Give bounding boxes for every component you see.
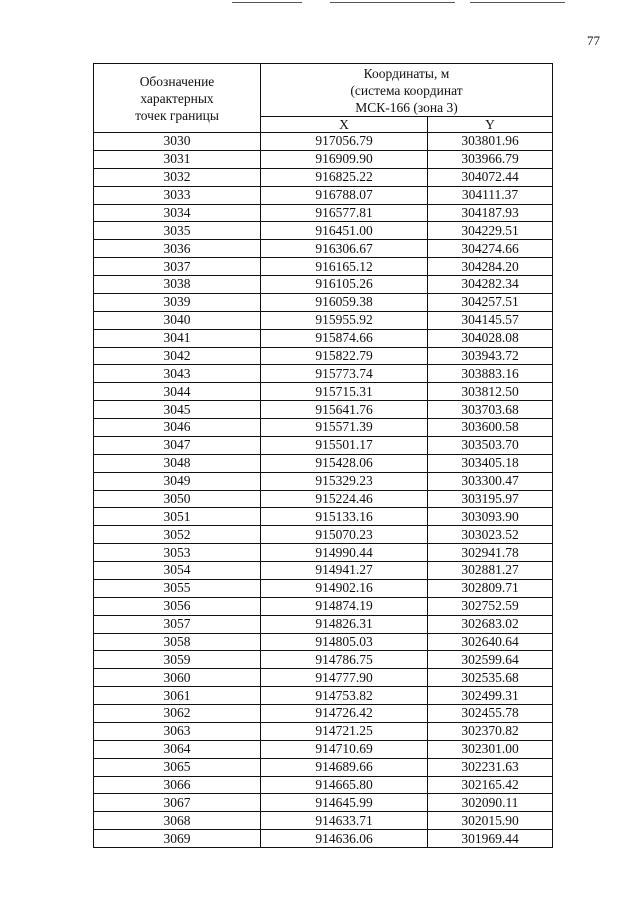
table-row — [94, 579, 553, 597]
point-id-cell: 3064 — [94, 740, 261, 758]
point-id-cell: 3049 — [94, 472, 261, 490]
y-coordinate-cell: 302881.27 — [428, 562, 553, 580]
y-coordinate-cell: 304229.51 — [428, 222, 553, 240]
y-coordinate-cell: 302015.90 — [428, 812, 553, 830]
header-x: X — [261, 117, 428, 133]
table-row — [94, 490, 553, 508]
table-row — [94, 615, 553, 633]
table-row — [94, 669, 553, 687]
x-coordinate-cell: 915822.79 — [261, 347, 428, 365]
x-coordinate-cell: 916451.00 — [261, 222, 428, 240]
x-coordinate-cell: 914786.75 — [261, 651, 428, 669]
table-row — [94, 776, 553, 794]
x-coordinate-cell: 914726.42 — [261, 705, 428, 723]
table-row — [94, 651, 553, 669]
page-number: 77 — [587, 33, 600, 48]
header-designation-line: Обозначение — [139, 73, 215, 89]
y-coordinate-cell: 304072.44 — [428, 168, 553, 186]
table-row — [94, 383, 553, 401]
point-id-cell: 3032 — [94, 168, 261, 186]
y-coordinate-cell: 303093.90 — [428, 508, 553, 526]
y-coordinate-cell: 304111.37 — [428, 186, 553, 204]
table-row — [94, 419, 553, 437]
point-id-cell: 3031 — [94, 150, 261, 168]
table-row — [94, 633, 553, 651]
point-id-cell: 3063 — [94, 722, 261, 740]
table-row — [94, 311, 553, 329]
x-coordinate-cell: 914941.27 — [261, 562, 428, 580]
x-coordinate-cell: 914753.82 — [261, 687, 428, 705]
y-coordinate-cell: 302455.78 — [428, 705, 553, 723]
y-coordinate-cell: 303405.18 — [428, 454, 553, 472]
point-id-cell: 3037 — [94, 258, 261, 276]
x-coordinate-cell: 915224.46 — [261, 490, 428, 508]
x-coordinate-cell: 916105.26 — [261, 276, 428, 294]
table-row — [94, 597, 553, 615]
x-coordinate-cell: 916909.90 — [261, 150, 428, 168]
point-id-cell: 3042 — [94, 347, 261, 365]
x-coordinate-cell: 914805.03 — [261, 633, 428, 651]
point-id-cell: 3056 — [94, 597, 261, 615]
point-id-cell: 3039 — [94, 293, 261, 311]
y-coordinate-cell: 303195.97 — [428, 490, 553, 508]
x-coordinate-cell: 915874.66 — [261, 329, 428, 347]
header-designation — [94, 64, 261, 133]
y-coordinate-cell: 301969.44 — [428, 830, 553, 848]
table-row — [94, 508, 553, 526]
table-row — [94, 436, 553, 454]
point-id-cell: 3068 — [94, 812, 261, 830]
point-id-cell: 3040 — [94, 311, 261, 329]
x-coordinate-cell: 914710.69 — [261, 740, 428, 758]
header-designation-line: точек границы — [135, 107, 219, 123]
table-row — [94, 687, 553, 705]
x-coordinate-cell: 915773.74 — [261, 365, 428, 383]
y-coordinate-cell: 304274.66 — [428, 240, 553, 258]
table-row — [94, 293, 553, 311]
table-row — [94, 812, 553, 830]
y-coordinate-cell: 302683.02 — [428, 615, 553, 633]
table-row — [94, 544, 553, 562]
y-coordinate-cell: 303300.47 — [428, 472, 553, 490]
header-y: Y — [428, 117, 553, 133]
table-row — [94, 240, 553, 258]
table-row — [94, 329, 553, 347]
point-id-cell: 3054 — [94, 562, 261, 580]
header-coordinates-line: МСК-166 (зона 3) — [355, 99, 458, 115]
x-coordinate-cell: 917056.79 — [261, 133, 428, 151]
y-coordinate-cell: 302809.71 — [428, 579, 553, 597]
point-id-cell: 3044 — [94, 383, 261, 401]
y-coordinate-cell: 303023.52 — [428, 526, 553, 544]
table-row — [94, 365, 553, 383]
y-coordinate-cell: 303503.70 — [428, 436, 553, 454]
x-coordinate-cell: 915428.06 — [261, 454, 428, 472]
x-coordinate-cell: 916788.07 — [261, 186, 428, 204]
point-id-cell: 3045 — [94, 401, 261, 419]
point-id-cell: 3033 — [94, 186, 261, 204]
point-id-cell: 3035 — [94, 222, 261, 240]
x-coordinate-cell: 914689.66 — [261, 758, 428, 776]
point-id-cell: 3048 — [94, 454, 261, 472]
point-id-cell: 3046 — [94, 419, 261, 437]
y-coordinate-cell: 302599.64 — [428, 651, 553, 669]
y-coordinate-cell: 302941.78 — [428, 544, 553, 562]
point-id-cell: 3047 — [94, 436, 261, 454]
x-coordinate-cell: 916059.38 — [261, 293, 428, 311]
y-coordinate-cell: 304284.20 — [428, 258, 553, 276]
table-row — [94, 186, 553, 204]
y-coordinate-cell: 303812.50 — [428, 383, 553, 401]
x-coordinate-cell: 914826.31 — [261, 615, 428, 633]
point-id-cell: 3057 — [94, 615, 261, 633]
y-coordinate-cell: 304187.93 — [428, 204, 553, 222]
table-row — [94, 347, 553, 365]
x-coordinate-cell: 915641.76 — [261, 401, 428, 419]
scan-artifact-line — [470, 2, 565, 3]
table-row — [94, 276, 553, 294]
point-id-cell: 3051 — [94, 508, 261, 526]
table-row — [94, 526, 553, 544]
x-coordinate-cell: 914777.90 — [261, 669, 428, 687]
point-id-cell: 3069 — [94, 830, 261, 848]
point-id-cell: 3067 — [94, 794, 261, 812]
table-row — [94, 705, 553, 723]
x-coordinate-cell: 915955.92 — [261, 311, 428, 329]
y-coordinate-cell: 302752.59 — [428, 597, 553, 615]
y-coordinate-cell: 303801.96 — [428, 133, 553, 151]
point-id-cell: 3061 — [94, 687, 261, 705]
point-id-cell: 3062 — [94, 705, 261, 723]
point-id-cell: 3034 — [94, 204, 261, 222]
point-id-cell: 3060 — [94, 669, 261, 687]
y-coordinate-cell: 303943.72 — [428, 347, 553, 365]
point-id-cell: 3053 — [94, 544, 261, 562]
table-row — [94, 472, 553, 490]
x-coordinate-cell: 915133.16 — [261, 508, 428, 526]
y-coordinate-cell: 304257.51 — [428, 293, 553, 311]
scan-artifact-line — [330, 2, 455, 3]
table-row — [94, 454, 553, 472]
table-row — [94, 562, 553, 580]
x-coordinate-cell: 914636.06 — [261, 830, 428, 848]
table-row — [94, 133, 553, 151]
coordinates-table — [93, 63, 553, 848]
x-coordinate-cell: 914902.16 — [261, 579, 428, 597]
table-row — [94, 794, 553, 812]
table-row — [94, 758, 553, 776]
y-coordinate-cell: 304145.57 — [428, 311, 553, 329]
x-coordinate-cell: 914633.71 — [261, 812, 428, 830]
table-row — [94, 258, 553, 276]
table-row — [94, 740, 553, 758]
x-coordinate-cell: 914721.25 — [261, 722, 428, 740]
header-coordinates — [261, 64, 553, 117]
y-coordinate-cell: 302165.42 — [428, 776, 553, 794]
table-row — [94, 204, 553, 222]
x-coordinate-cell: 916825.22 — [261, 168, 428, 186]
table-row — [94, 830, 553, 848]
x-coordinate-cell: 914645.99 — [261, 794, 428, 812]
x-coordinate-cell: 915329.23 — [261, 472, 428, 490]
header-coordinates-line: Координаты, м — [363, 65, 450, 81]
x-coordinate-cell: 914665.80 — [261, 776, 428, 794]
y-coordinate-cell: 302301.00 — [428, 740, 553, 758]
x-coordinate-cell: 915715.31 — [261, 383, 428, 401]
table-row — [94, 168, 553, 186]
point-id-cell: 3050 — [94, 490, 261, 508]
table-row — [94, 401, 553, 419]
point-id-cell: 3030 — [94, 133, 261, 151]
x-coordinate-cell: 914990.44 — [261, 544, 428, 562]
x-coordinate-cell: 916306.67 — [261, 240, 428, 258]
point-id-cell: 3059 — [94, 651, 261, 669]
x-coordinate-cell: 915571.39 — [261, 419, 428, 437]
table-row — [94, 150, 553, 168]
point-id-cell: 3066 — [94, 776, 261, 794]
point-id-cell: 3052 — [94, 526, 261, 544]
point-id-cell: 3065 — [94, 758, 261, 776]
y-coordinate-cell: 303883.16 — [428, 365, 553, 383]
y-coordinate-cell: 302231.63 — [428, 758, 553, 776]
y-coordinate-cell: 303600.58 — [428, 419, 553, 437]
x-coordinate-cell: 915501.17 — [261, 436, 428, 454]
y-coordinate-cell: 303966.79 — [428, 150, 553, 168]
x-coordinate-cell: 914874.19 — [261, 597, 428, 615]
y-coordinate-cell: 302090.11 — [428, 794, 553, 812]
y-coordinate-cell: 303703.68 — [428, 401, 553, 419]
y-coordinate-cell: 302370.82 — [428, 722, 553, 740]
header-designation-line: характерных — [140, 90, 214, 106]
point-id-cell: 3036 — [94, 240, 261, 258]
point-id-cell: 3055 — [94, 579, 261, 597]
y-coordinate-cell: 302499.31 — [428, 687, 553, 705]
x-coordinate-cell: 916165.12 — [261, 258, 428, 276]
point-id-cell: 3038 — [94, 276, 261, 294]
table-body — [94, 133, 553, 848]
y-coordinate-cell: 302640.64 — [428, 633, 553, 651]
table-row — [94, 722, 553, 740]
point-id-cell: 3058 — [94, 633, 261, 651]
point-id-cell: 3041 — [94, 329, 261, 347]
y-coordinate-cell: 302535.68 — [428, 669, 553, 687]
point-id-cell: 3043 — [94, 365, 261, 383]
y-coordinate-cell: 304282.34 — [428, 276, 553, 294]
table-row — [94, 222, 553, 240]
header-coordinates-line: (система координат — [350, 82, 463, 98]
scan-artifact-line — [232, 2, 302, 3]
y-coordinate-cell: 304028.08 — [428, 329, 553, 347]
x-coordinate-cell: 916577.81 — [261, 204, 428, 222]
x-coordinate-cell: 915070.23 — [261, 526, 428, 544]
